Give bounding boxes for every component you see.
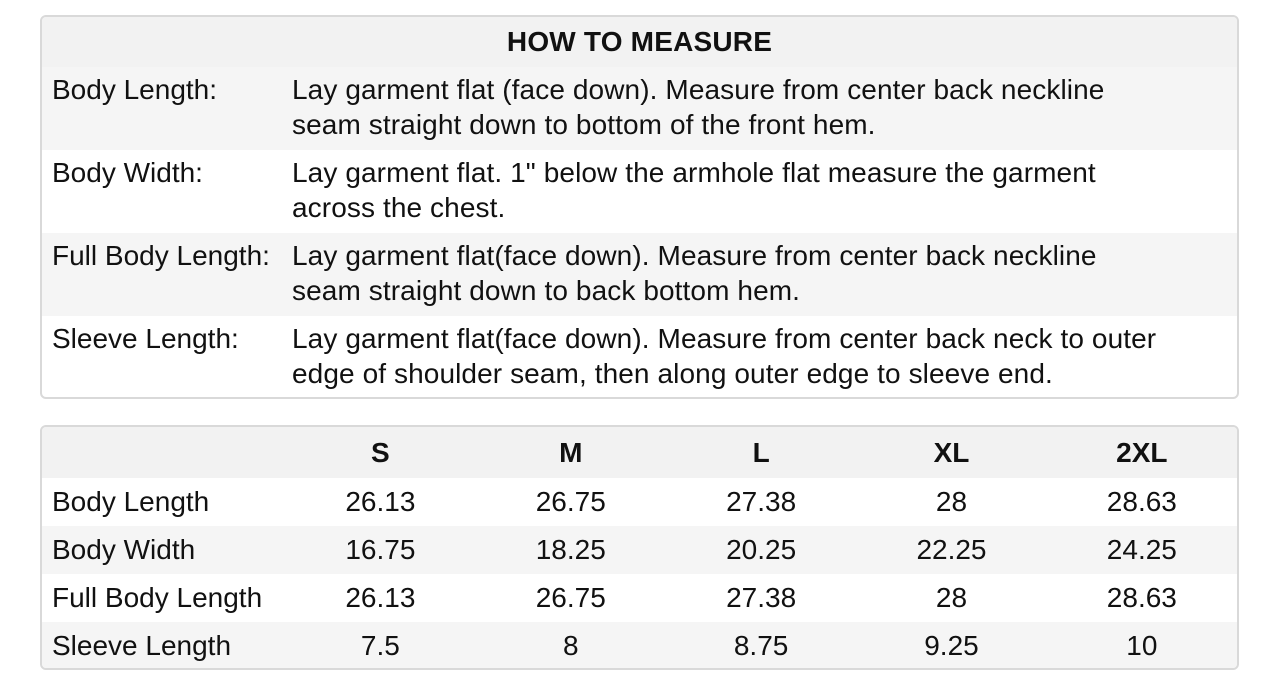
size-cell: 27.38	[726, 582, 797, 613]
size-cell: 28	[935, 582, 968, 613]
measure-row-body-width	[42, 150, 1237, 233]
size-header-row	[42, 427, 1237, 478]
size-cell: 28.63	[1106, 486, 1177, 517]
size-header-l: L	[752, 436, 770, 468]
size-cell: 26.75	[535, 486, 606, 517]
size-row-label: Body Width	[52, 534, 196, 565]
size-cell: 16.75	[345, 534, 416, 565]
measure-description	[292, 67, 1227, 150]
size-cell: 28	[935, 486, 968, 517]
measure-label: Full Body Length:	[52, 240, 270, 271]
size-cell: 22.25	[916, 534, 987, 565]
measure-description-line: seam straight down to bottom of the front hem.	[292, 109, 876, 140]
size-cell: 18.25	[535, 534, 606, 565]
size-cell: 20.25	[726, 534, 797, 565]
size-row-body-length	[42, 478, 1237, 526]
size-header-2xl: 2XL	[1116, 436, 1168, 468]
size-cell: 7.5	[360, 630, 400, 661]
measure-description-line: Lay garment flat(face down). Measure from center back neckline	[292, 240, 1097, 271]
measure-description	[292, 150, 1227, 233]
measure-description-line: edge of shoulder seam, then along outer edge to sleeve end.	[292, 358, 1053, 389]
size-cell: 26.13	[345, 582, 416, 613]
measure-description-line: across the chest.	[292, 192, 506, 223]
size-cell: 28.63	[1106, 582, 1177, 613]
size-row-full-body-length	[42, 574, 1237, 622]
measure-row-full-body-length	[42, 233, 1237, 316]
size-cell: 27.38	[726, 486, 797, 517]
measure-description-line: Lay garment flat. 1" below the armhole flat measure the garment	[292, 157, 1096, 188]
size-cell: 26.13	[345, 486, 416, 517]
size-header-s: S	[371, 436, 390, 468]
size-cell: 24.25	[1106, 534, 1177, 565]
measure-description	[292, 316, 1227, 399]
how-to-measure-title: HOW TO MEASURE	[42, 17, 1237, 67]
size-cell: 26.75	[535, 582, 606, 613]
measure-description	[292, 233, 1227, 316]
size-row-label: Full Body Length	[52, 582, 263, 613]
measure-description-line: Lay garment flat (face down). Measure from center back neckline	[292, 74, 1105, 105]
size-row-label: Body Length	[52, 486, 210, 517]
measure-description-line: seam straight down to back bottom hem.	[292, 275, 801, 306]
measure-row-body-length	[42, 67, 1237, 150]
size-cell: 10	[1126, 630, 1158, 661]
size-cell: 9.25	[924, 630, 979, 661]
measure-label: Body Length:	[52, 74, 218, 105]
how-to-measure-table	[40, 15, 1239, 399]
size-row-label: Sleeve Length	[52, 630, 232, 661]
measure-label: Body Width:	[52, 157, 203, 188]
size-cell: 8.75	[733, 630, 789, 661]
size-header-m: M	[559, 436, 583, 468]
measure-label: Sleeve Length:	[52, 323, 239, 354]
size-cell: 8	[562, 630, 579, 661]
size-row-sleeve-length	[42, 622, 1237, 670]
size-header-xl: XL	[933, 436, 970, 468]
size-chart-table	[40, 425, 1239, 670]
measure-description-line: Lay garment flat(face down). Measure from center back neck to outer	[292, 323, 1157, 354]
size-row-body-width	[42, 526, 1237, 574]
measure-row-sleeve-length	[42, 316, 1237, 399]
